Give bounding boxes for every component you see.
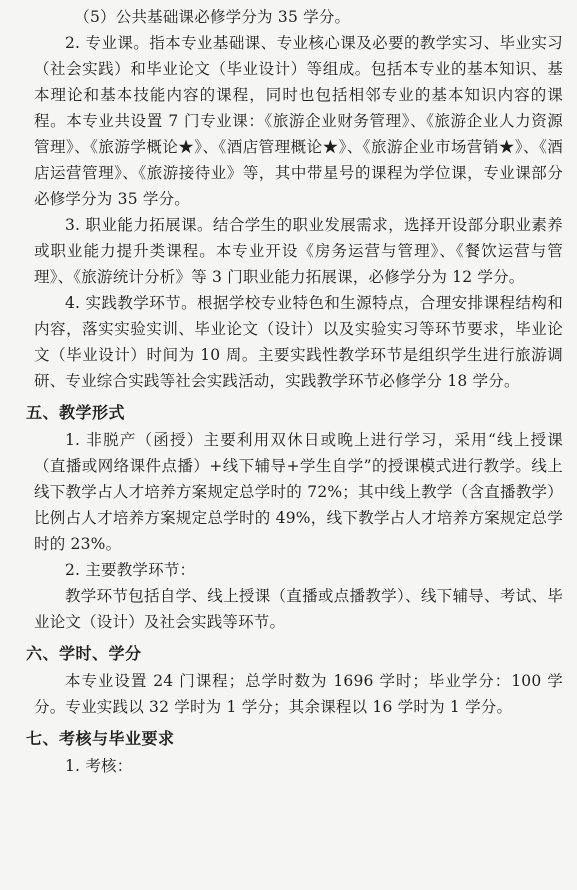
paragraph-career-extension-courses: 3. 职业能力拓展课。结合学生的职业发展需求，选择开设部分职业素养或职业能力提升类课程。本专业开设《房务运营与管理》、《餐饮运营与管理》、《旅游统计分析》等 3 门职业能力拓展课，必修学分为 12 学分。 (34, 216, 563, 286)
paragraph-assessment: 1. 考核： (65, 757, 133, 775)
paragraph-main-teaching-links-title: 2. 主要教学环节： (65, 561, 196, 579)
paragraph-professional-courses: 2. 专业课。指本专业基础课、专业核心课及必要的教学实习、毕业实习（社会实践）和毕业论文（毕业设计）等组成。包括本专业的基本知识、基本理论和基本技能内容的课程，同时也包括相邻专业的基本知识内容的课程。本专业共设置 7 门专业课：《旅游企业财务管理》、《旅游企业人力资源管理》、《旅游学概论★》、《酒店管理概论★》、《旅游企业市场营销★》、《酒店运营管理》、《旅游接待业》等，其中带星号的课程为学位课，专业课部分必修学分为 35 学分。 (34, 34, 563, 208)
section-heading-assessment-graduation: 七、考核与毕业要求 (26, 729, 175, 748)
paragraph-public-basic-credits: （5）公共基础课必修学分为 35 学分。 (74, 8, 351, 26)
paragraph-teaching-links: 教学环节包括自学、线上授课（直播或点播教学）、线下辅导、考试、毕业论文（设计）及社会实践等环节。 (34, 587, 563, 631)
paragraph-hours-credits: 本专业设置 24 门课程；总学时数为 1696 学时；毕业学分：100 学分。专业实践以 32 学时为 1 学分；其余课程以 16 学时为 1 学分。 (34, 672, 563, 716)
section-heading-hours-credits: 六、学时、学分 (26, 644, 142, 663)
section-heading-teaching-form: 五、教学形式 (26, 403, 126, 422)
paragraph-practice-teaching: 4. 实践教学环节。根据学校专业特色和生源特点，合理安排课程结构和内容，落实实验实训、毕业论文（设计）以及实验实习等环节要求，毕业论文（毕业设计）时间为 10 周。主要实践性教学环节是组织学生进行旅游调研、专业综合实践等社会实践活动，实践教学环节必修学分 18 学分。 (34, 294, 563, 390)
paragraph-teaching-mode: 1. 非脱产（函授）主要利用双休日或晚上进行学习，采用“线上授课（直播或网络课件点播）+线下辅导+学生自学”的授课模式进行教学。线上线下教学占人才培养方案规定总学时的 72%；其中线上教学（含直播教学）比例占人才培养方案规定总学时的 49%，线下教学占人才培养方案规定总学时的 23%。 (34, 431, 563, 553)
